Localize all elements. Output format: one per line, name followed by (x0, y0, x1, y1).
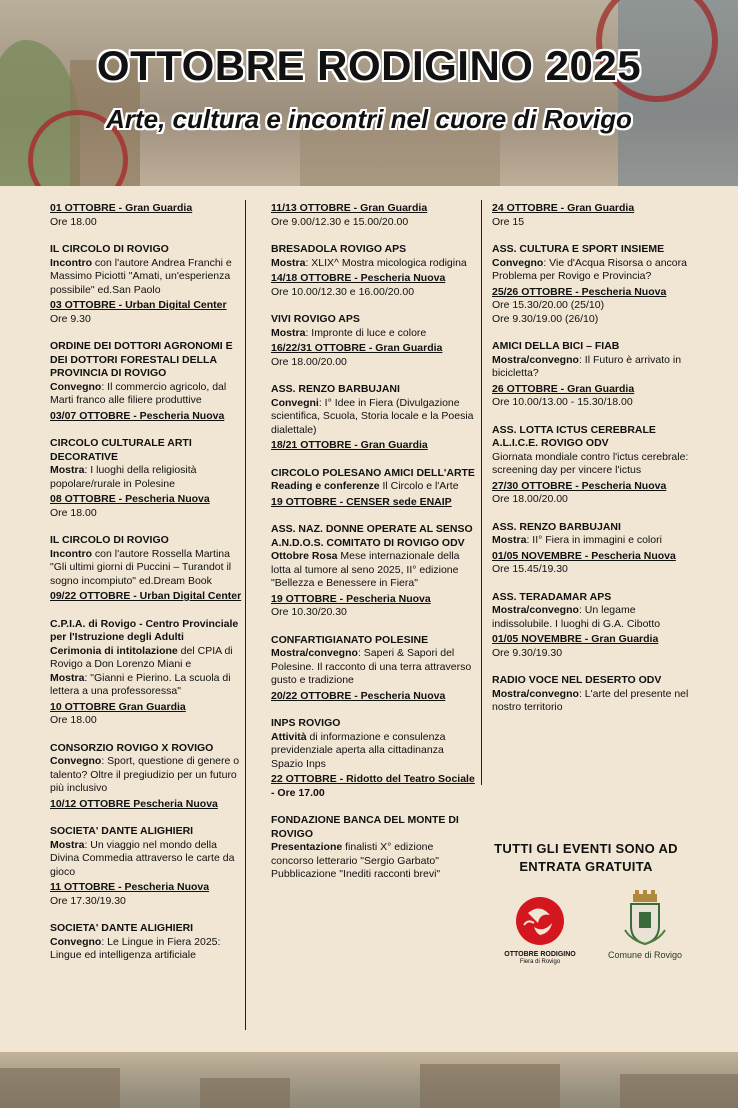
event-type: Mostra (50, 838, 85, 851)
event-organizer: C.P.I.A. di Rovigo - Centro Provinciale per l'Istruzione degli Adulti (50, 617, 239, 643)
events-column-2 (271, 202, 476, 884)
event-description (492, 299, 692, 313)
event-description (271, 216, 476, 230)
event-text: Ore 18.00 (50, 215, 97, 228)
event-type: Mostra/convegno (492, 353, 579, 366)
page-subtitle: Arte, cultura e incontri nel cuore di Rovigo (106, 104, 632, 134)
event-text: Mese internazionale della lotta al tumore al seno 2025, II° edizione "Bellezza e Benessere in Fiera" (271, 550, 460, 589)
event-entry (50, 618, 246, 699)
event-description (271, 327, 476, 341)
page-title: OTTOBRE RODIGINO 2025 (96, 42, 642, 89)
event-text: : Sport, questione di genere o talento? Oltre il pregiudizio per un futuro più inclusivo (50, 755, 240, 794)
event-description (492, 647, 692, 661)
event-description (50, 936, 246, 963)
event-organizer: BRESADOLA ROVIGO APS (271, 243, 407, 255)
event-text: Ore 9.30/19.30 (492, 646, 563, 659)
event-organizer: ASS. RENZO BARBUJANI (492, 520, 621, 533)
event-type: Reading e conferenze (271, 480, 380, 492)
event-description (50, 548, 246, 589)
event-description (492, 257, 692, 284)
event-text: : I luoghi della religiosità popolare/rurale in Polesine (50, 464, 197, 490)
event-entry (50, 340, 246, 408)
event-entry (271, 243, 476, 270)
event-date (50, 410, 246, 424)
event-organizer: VIVI ROVIGO APS (271, 313, 360, 325)
event-text: : I° Idee in Fiera (Divulgazione scientifica, Scuola, Storia locale e la Poesia dialettale) (271, 396, 474, 436)
event-entry (271, 467, 476, 494)
event-date-label: 22 OTTOBRE - Ridotto del Teatro Sociale (271, 773, 475, 785)
event-type: Attività (271, 730, 307, 743)
event-organizer: CONFARTIGIANATO POLESINE (271, 633, 429, 646)
event-description (492, 354, 692, 381)
event-date (271, 496, 476, 510)
event-date (492, 383, 692, 410)
event-organizer: CIRCOLO CULTURALE ARTI DECORATIVE (50, 437, 192, 463)
footer-illustration (0, 1052, 738, 1108)
ottobre-rodigino-logo (500, 893, 580, 971)
event-organizer: RADIO VOCE NEL DESERTO ODV (492, 674, 662, 686)
event-date (492, 550, 692, 577)
event-organizer: CONSORZIO ROVIGO X ROVIGO (50, 741, 214, 754)
event-text: : II° Fiera in immagini e colori (526, 534, 662, 546)
column-divider (481, 200, 482, 785)
event-description (271, 257, 476, 271)
event-entry (50, 742, 246, 796)
event-date-label: 25/26 OTTOBRE - Pescheria Nuova (492, 285, 667, 298)
event-date-label: 11/13 OTTOBRE - Gran Guardia (271, 202, 428, 214)
event-entry (271, 814, 476, 882)
event-entry (492, 521, 692, 548)
event-text: : Saperi & Sapori del Polesine. Il racconto di una terra attraverso gusto e tradizione (271, 647, 472, 686)
event-date (50, 202, 246, 229)
event-entry (50, 922, 246, 963)
event-text: : L'arte del presente nel nostro territorio (492, 687, 689, 713)
event-description (492, 493, 692, 507)
event-type: Mostra (492, 534, 527, 546)
coat-of-arms-icon (595, 890, 695, 948)
event-type: Mostra/convegno (271, 647, 358, 659)
event-type: Incontro (50, 547, 92, 560)
event-date-label: 18/21 OTTOBRE - Gran Guardia (271, 439, 428, 451)
event-date (50, 590, 246, 604)
event-entry (492, 340, 692, 381)
event-text: : Il commercio agricolo, dal Marti franco alle filiere produttive (50, 380, 227, 406)
logo-label: OTTOBRE RODIGINO (504, 951, 576, 958)
event-text: Ore 10.30/20.30 (271, 606, 347, 618)
event-text: Ore 17.30/19.30 (50, 894, 126, 907)
event-organizer: FONDAZIONE BANCA DEL MONTE DI ROVIGO (271, 814, 459, 840)
event-type: Mostra (50, 464, 85, 476)
event-text: : Un legame indissolubile. I luoghi di G.A. Cibotto (492, 604, 661, 630)
event-description (50, 507, 246, 521)
event-description (50, 381, 246, 408)
event-organizer: CIRCOLO POLESANO AMICI DELL'ARTE (271, 466, 475, 479)
event-organizer: IL CIRCOLO DI ROVIGO (50, 534, 169, 546)
event-entry (271, 717, 476, 771)
event-type: Mostra (271, 326, 306, 339)
event-type: Mostra (50, 671, 85, 684)
event-entry (271, 634, 476, 688)
event-text: : Vie d'Acqua Risorsa o ancora Problema per Rovigo e Provincia? (492, 256, 687, 282)
event-type: Mostra (271, 256, 306, 269)
events-column-3 (492, 202, 692, 717)
event-type: Mostra/convegno (492, 604, 579, 616)
event-description (271, 550, 476, 591)
event-text: del CPIA di Rovigo a Don Lorenzo Miani e (50, 644, 233, 670)
event-type: Incontro (50, 256, 92, 269)
event-text: : Le Lingue in Fiera 2025: Lingue ed intelligenza artificiale (50, 935, 221, 961)
event-text: Ore 9.30/19.00 (26/10) (492, 312, 599, 325)
event-time: - Ore 17.00 (271, 786, 325, 799)
event-description (492, 604, 692, 631)
event-date-label: 14/18 OTTOBRE - Pescheria Nuova (271, 272, 446, 284)
event-organizer: ORDINE DEI DOTTORI AGRONOMI E DEI DOTTORI FORESTALI DELLA PROVINCIA DI ROVIGO (50, 340, 233, 379)
event-date (50, 493, 246, 520)
event-description (50, 895, 246, 909)
event-description (271, 606, 476, 620)
event-description (271, 356, 476, 370)
event-description (271, 480, 476, 494)
event-organizer: SOCIETA' DANTE ALIGHIERI (50, 922, 194, 934)
event-date (271, 690, 476, 704)
event-description (492, 313, 692, 327)
header-banner (0, 0, 738, 186)
event-entry (50, 534, 246, 588)
event-date-label: 09/22 OTTOBRE - Urban Digital Center (50, 590, 242, 602)
event-text: con l'autore Andrea Franchi e Massimo Piciotti "Amati, un'esperienza possibile" ed.San Paolo (50, 256, 232, 296)
event-text: Ore 18.00/20.00 (271, 355, 347, 368)
event-type: Presentazione (271, 841, 343, 853)
logo-sublabel: Fiera di Rovigo (519, 959, 561, 965)
event-organizer: ASS. CULTURA E SPORT INSIEME (492, 243, 665, 255)
event-date (492, 202, 692, 229)
event-type: Mostra/convegno (492, 687, 579, 700)
event-date (50, 798, 246, 812)
event-organizer: ASS. TERADAMAR APS (492, 590, 612, 603)
event-type: Cerimonia di intitolazione (50, 644, 178, 657)
event-text: Ore 9.30 (50, 312, 91, 325)
event-text: Ore 9.00/12.30 e 15.00/20.00 (271, 215, 409, 228)
event-description (492, 688, 692, 715)
event-text: di informazione e consulenza previdenziale aperta alla cittadinanza Spazio Inps (271, 730, 446, 770)
logo-label: Comune di Rovigo (607, 950, 683, 960)
event-description (271, 647, 476, 688)
event-date (271, 593, 476, 620)
event-date-label: 10/12 OTTOBRE Pescheria Nuova (50, 797, 218, 810)
event-description (492, 563, 692, 577)
event-entry (271, 383, 476, 437)
comune-di-rovigo-logo (595, 890, 695, 970)
event-date (50, 299, 246, 326)
event-text: Giornata mondiale contro l'ictus cerebrale: screening day per vincere l'ictus (492, 450, 689, 476)
event-date-label: 01/05 NOVEMBRE - Gran Guardia (492, 633, 659, 645)
event-text: : Il Futuro è arrivato in bicicletta? (492, 353, 682, 379)
event-entry (50, 825, 246, 879)
event-date-label: 01/05 NOVEMBRE - Pescheria Nuova (492, 549, 676, 562)
event-text: Ore 15 (492, 215, 525, 228)
event-description (492, 216, 692, 230)
event-entry (50, 437, 246, 491)
event-organizer: ASS. NAZ. DONNE OPERATE AL SENSO A.N.D.O.S. COMITATO DI ROVIGO ODV (271, 523, 473, 549)
event-entry (50, 243, 246, 297)
event-entry (492, 591, 692, 632)
event-date (271, 202, 476, 229)
event-date-label: 20/22 OTTOBRE - Pescheria Nuova (271, 689, 446, 702)
event-description (50, 839, 246, 880)
event-entry (492, 424, 692, 478)
rose-icon (500, 893, 580, 951)
event-type: Convegno (50, 935, 102, 948)
event-text: : "Gianni e Pierino. La scuola di lettera a una professoressa" (50, 671, 231, 697)
event-description (492, 534, 692, 548)
event-entry (271, 523, 476, 591)
event-description (50, 216, 246, 230)
event-entry (492, 243, 692, 284)
event-date-label: 19 OTTOBRE - Pescheria Nuova (271, 592, 431, 605)
event-text: Ore 18.00 (50, 506, 97, 519)
event-type: Convegno (50, 755, 102, 767)
event-description (50, 714, 246, 728)
event-date-label: 01 OTTOBRE - Gran Guardia (50, 202, 193, 214)
event-entry (271, 313, 476, 340)
event-description (492, 396, 692, 410)
event-organizer: ASS. LOTTA ICTUS CEREBRALE A.L.I.C.E. ROVIGO ODV (492, 423, 656, 449)
event-text: Ore 10.00/12.30 e 16.00/20.00 (271, 285, 415, 298)
event-date (271, 342, 476, 369)
event-date-label: 03/07 OTTOBRE - Pescheria Nuova (50, 409, 225, 422)
event-description (50, 313, 246, 327)
event-text: con l'autore Rossella Martina "Gli ultimi giorni di Puccini – Turandot il sogno incompiuto" ed.Dream Book (50, 547, 232, 587)
event-date-label: 19 OTTOBRE - CENSER sede ENAIP (271, 495, 452, 508)
event-text: : Un viaggio nel mondo della Divina Commedia attraverso le carte da gioco (50, 838, 235, 878)
event-organizer: SOCIETA' DANTE ALIGHIERI (50, 825, 194, 837)
event-date (271, 272, 476, 299)
event-date (271, 439, 476, 453)
event-text: : Impronte di luce e colore (305, 326, 427, 339)
event-text: Ore 10.00/13.00 - 15.30/18.00 (492, 396, 633, 408)
event-date-label: 10 OTTOBRE Gran Guardia (50, 700, 186, 713)
event-organizer: IL CIRCOLO DI ROVIGO (50, 243, 169, 255)
event-description (271, 397, 476, 438)
event-description (492, 451, 692, 478)
event-date (271, 773, 476, 800)
event-type: Ottobre Rosa (271, 550, 338, 562)
free-entry-note: TUTTI GLI EVENTI SONO AD ENTRATA GRATUITA (494, 841, 678, 874)
events-column-1 (50, 202, 246, 965)
event-description (50, 645, 246, 672)
event-text: Ore 15.30/20.00 (25/10) (492, 299, 605, 311)
event-organizer: ASS. RENZO BARBUJANI (271, 383, 400, 395)
event-date-label: 03 OTTOBRE - Urban Digital Center (50, 299, 227, 311)
event-date-label: 24 OTTOBRE - Gran Guardia (492, 202, 635, 214)
event-description (50, 755, 246, 796)
event-description (271, 841, 476, 882)
event-date-label: 26 OTTOBRE - Gran Guardia (492, 382, 635, 395)
event-text: Il Circolo e l'Arte (379, 480, 459, 492)
event-description (271, 731, 476, 772)
event-organizer: INPS ROVIGO (271, 717, 341, 729)
event-date (50, 881, 246, 908)
event-description (50, 464, 246, 491)
event-organizer: AMICI DELLA BICI – FIAB (492, 340, 620, 352)
event-date (50, 701, 246, 728)
event-date (492, 286, 692, 327)
event-text: : XLIX^ Mostra micologica rodigina (305, 256, 467, 269)
event-type: Convegno (492, 256, 544, 269)
event-date (492, 633, 692, 660)
event-type: Convegni (271, 396, 319, 409)
event-date-label: 11 OTTOBRE - Pescheria Nuova (50, 881, 210, 893)
event-text: finalisti X° edizione concorso letterario "Sergio Garbato" Pubblicazione "Inediti racconti brevi" (271, 841, 441, 880)
event-text: Ore 18.00 (50, 714, 97, 726)
event-date-label: 08 OTTOBRE - Pescheria Nuova (50, 493, 210, 505)
event-description (50, 257, 246, 298)
event-date-label: 16/22/31 OTTOBRE - Gran Guardia (271, 342, 443, 354)
event-type: Convegno (50, 380, 102, 393)
event-entry (492, 674, 692, 715)
event-description (271, 286, 476, 300)
event-description (50, 672, 246, 699)
event-text: Ore 15.45/19.30 (492, 563, 568, 575)
event-text: Ore 18.00/20.00 (492, 493, 568, 505)
event-date (492, 480, 692, 507)
event-date-label: 27/30 OTTOBRE - Pescheria Nuova (492, 479, 667, 492)
